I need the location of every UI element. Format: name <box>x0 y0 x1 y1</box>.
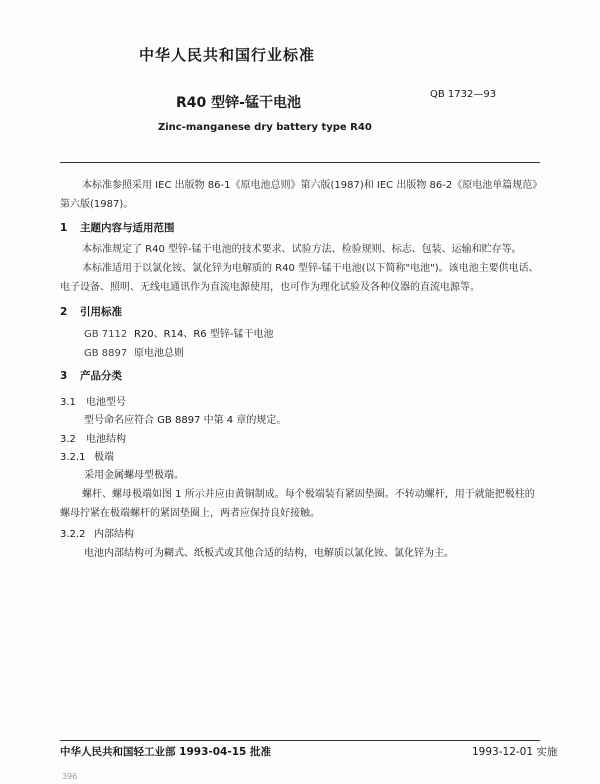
section-3-1-text: 型号命名应符合 GB 8897 中第 4 章的规定。 <box>84 415 287 426</box>
section-3-2-title: 电池结构 <box>86 434 126 445</box>
bottom-rule <box>60 740 540 741</box>
section-3-2-2-number: 3.2.2 <box>60 529 86 540</box>
section-2-title: 引用标准 <box>80 306 122 318</box>
section-3-2-1-title: 极端 <box>94 452 114 463</box>
footer-effective-date: 1993-12-01 实施 <box>472 746 558 758</box>
section-3-2-1-number: 3.2.1 <box>60 452 86 463</box>
reference-code: GB 8897 <box>84 348 128 359</box>
section-3-2-1-heading <box>60 448 114 463</box>
reference-item <box>84 325 273 340</box>
section-1-title: 主题内容与适用范围 <box>80 222 175 234</box>
intro-paragraph: 本标准参照采用 IEC 出版物 86-1《原电池总则》第六版(1987)和 IEC 出版物 86-2《原电池单篇规范》第六版(1987)。 <box>60 180 538 210</box>
document-title: R40 型锌-锰干电池 <box>176 95 301 111</box>
section-3-1-number: 3.1 <box>60 397 76 408</box>
section-1-paragraph-1: 本标准规定了 R40 型锌-锰干电池的技术要求、试验方法、检验规则、标志、包装、运输和贮存等。 <box>82 244 522 255</box>
section-2-heading <box>60 304 122 319</box>
page-number: 396 <box>62 772 78 781</box>
header-org-title: 中华人民共和国行业标准 <box>139 46 316 64</box>
section-1-number: 1 <box>60 222 68 234</box>
section-3-2-1-text-2: 螺杆、螺母极端如图 1 所示并应由黄铜制成。每个极端装有紧固垫圈。不转动螺杆，用于就能把极柱的螺母拧紧在极端螺杆的紧固垫圈上，两者应保持良好接触。 <box>60 489 535 519</box>
section-3-2-2-text: 电池内部结构可为糊式、纸板式或其他合适的结构，电解质以氯化铵、氯化锌为主。 <box>84 548 454 559</box>
top-rule <box>60 162 540 163</box>
section-1-paragraph-2: 本标准适用于以氯化铵、氯化锌为电解质的 R40 型锌-锰干电池(以下简称"电池")。该电池主要供电话、电子设备、照明、无线电通讯作为直流电源使用，也可作为理化试验及各种仪器的直流电源等。 <box>60 263 539 293</box>
reference-name: 原电池总则 <box>134 348 184 359</box>
section-3-2-heading <box>60 430 126 445</box>
section-3-2-1-text-1: 采用金属螺母型极端。 <box>84 470 184 481</box>
section-3-1-heading <box>60 393 126 408</box>
section-3-1-title: 电池型号 <box>86 397 126 408</box>
standard-number: QB 1732—93 <box>430 89 497 100</box>
section-2-number: 2 <box>60 306 68 318</box>
section-3-number: 3 <box>60 370 68 382</box>
reference-item <box>84 344 184 359</box>
reference-code: GB 7112 <box>84 329 128 340</box>
section-3-title: 产品分类 <box>80 370 122 382</box>
english-title: Zinc-manganese dry battery type R40 <box>158 122 372 133</box>
section-1-heading <box>60 220 175 235</box>
footer-issuer: 中华人民共和国轻工业部 1993-04-15 批准 <box>60 746 271 758</box>
reference-name: R20、R14、R6 型锌-锰干电池 <box>134 329 274 340</box>
section-3-heading <box>60 368 122 383</box>
section-3-2-2-title: 内部结构 <box>94 529 134 540</box>
section-3-2-number: 3.2 <box>60 434 76 445</box>
section-3-2-2-heading <box>60 525 134 540</box>
